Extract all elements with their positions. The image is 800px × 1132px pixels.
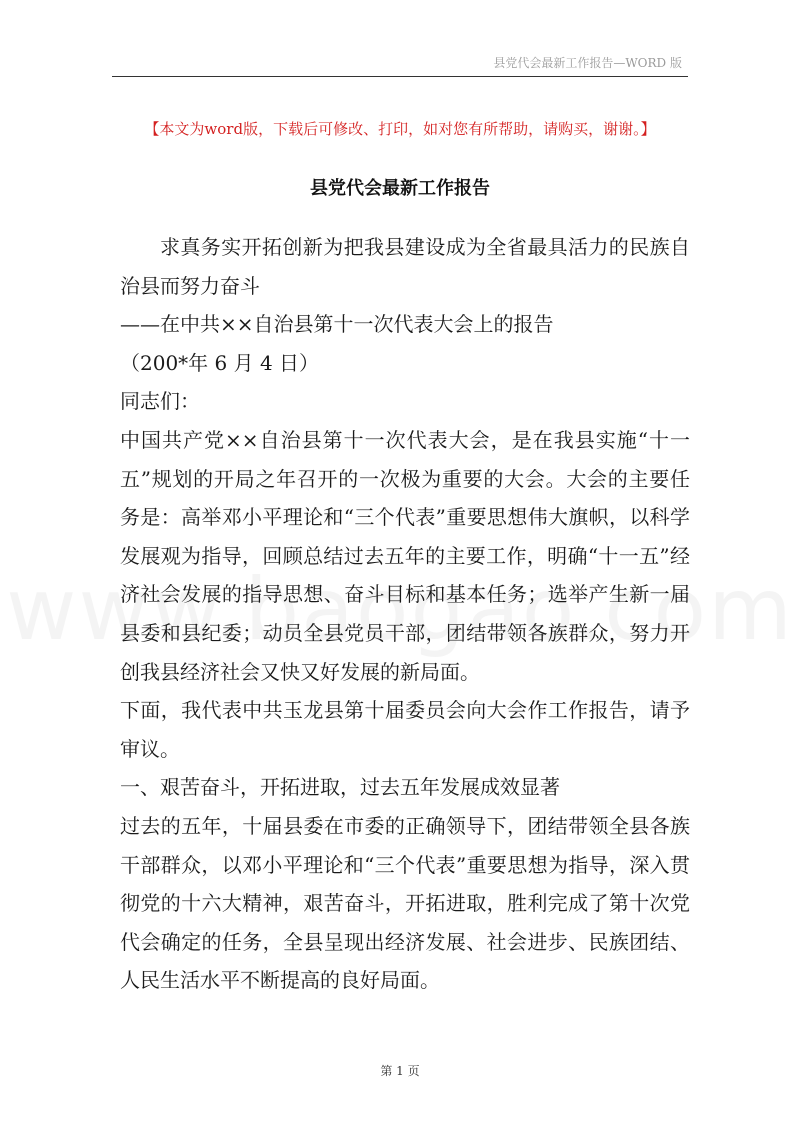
paragraph-statement: 下面，我代表中共玉龙县第十届委员会向大会作工作报告，请予审议。 (120, 698, 690, 761)
report-date: （200*年 6 月 4 日） (120, 350, 320, 375)
page-number: 第 1 页 (380, 1064, 420, 1078)
report-occasion: ——在中共××自治县第十一次代表大会上的报告 (120, 312, 554, 337)
header-divider (112, 76, 688, 77)
section-heading-1: 一、艰苦奋斗，开拓进取，过去五年发展成效显著 (120, 775, 560, 800)
salutation: 同志们： (120, 389, 200, 414)
report-subtitle: 求真务实开拓创新为把我县建设成为全省最具活力的民族自治县而努力奋斗 (120, 235, 690, 298)
paragraph-review: 过去的五年，十届县委在市委的正确领导下，团结带领全县各族干部群众，以邓小平理论和“三个代表”重要思想为指导，深入贯彻党的十六大精神，艰苦奋斗，开拓进取，胜利完成了第十次党代会确定的任务，全县呈现出经济发展、社会进步、民族团结、人民生活水平不断提高的良好局面。 (120, 813, 690, 993)
document-body (120, 228, 690, 1000)
paragraph-intro: 中国共产党××自治县第十一次代表大会，是在我县实施“十一五”规划的开局之年召开的一次极为重要的大会。大会的主要任务是：高举邓小平理论和“三个代表”重要思想伟大旗帜，以科学发展观为指导，回顾总结过去五年的主要工作，明确“十一五”经济社会发展的指导思想、奋斗目标和基本任务；选举产生新一届县委和县纪委；动员全县党员干部，团结带领各族群众，努力开创我县经济社会又快又好发展的新局面。 (120, 427, 690, 684)
purchase-notice: 【本文为word版，下载后可修改、打印，如对您有所帮助，请购买，谢谢。】 (144, 120, 656, 138)
running-header: 县党代会最新工作报告—WORD 版 (493, 56, 682, 70)
document-title: 县党代会最新工作报告 (310, 178, 490, 199)
